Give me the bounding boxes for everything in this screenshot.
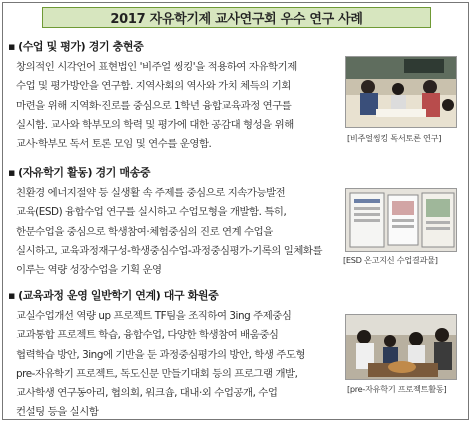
section-paragraph	[16, 184, 322, 280]
page-title-box	[42, 7, 431, 28]
paragraph-line: 교육(ESD) 융합수업 연구를 실시하고 수업모형을 개발함. 특히,	[16, 206, 287, 219]
photo-caption: [ESD 온고지신 수업결과물]	[343, 255, 438, 265]
paragraph-line: 친환경 에너지절약 등 실생활 속 주제를 중심으로 지속가능발전	[16, 187, 286, 199]
bullet-icon: ▪	[8, 289, 16, 302]
paragraph-line: 창의적인 시각언어 표현법인 '비주얼 씽킹'을 적용하여 자유학기제	[16, 61, 297, 73]
paragraph-line: 실시함. 교사와 학부모의 학력 및 평가에 대한 공감대 형성을 위해	[16, 118, 294, 131]
page-title: 2017 자유학기제 교사연구회 우수 연구 사례	[110, 12, 363, 27]
section-heading	[8, 164, 150, 180]
photo-caption: [pre-자유학기 프로젝트활동]	[347, 384, 447, 394]
section-heading-text: (교육과정 운영 일반학기 연계) 대구 화원중	[18, 289, 219, 302]
bullet-icon: ▪	[8, 166, 16, 179]
paragraph-line: pre-자유학기 프로젝트, 독도신문 만들기대회 등의 프로그램 개발,	[16, 367, 298, 380]
photo-reading-discussion	[345, 56, 457, 128]
paragraph-line: 실시하고, 교육과정재구성-학생중심수업-과정중심평가-기록의 일체화를	[16, 244, 323, 257]
photo-esd-results	[345, 188, 457, 252]
photo-caption: [비주얼씽킹 독서토론 연구]	[347, 133, 442, 143]
paragraph-line: 협력학습 방안, 3ing에 기반을 둔 과정중심평가의 방안, 학생 주도형	[16, 348, 306, 361]
section-heading-text: (수업 및 평가) 경기 충현중	[18, 40, 144, 53]
paragraph-line: 이루는 역량 성장수업을 기획 운영	[16, 264, 162, 277]
section-paragraph	[16, 58, 297, 154]
paragraph-line: 수업 및 평가방안을 연구함. 지역사회의 역사와 가치 체득의 기회	[16, 80, 291, 93]
paragraph-line: 마련을 위해 지역화·진로를 중심으로 1학년 융합교육과정 연구를	[16, 99, 292, 112]
section-heading-text: (자유학기 활동) 경기 매송중	[18, 166, 151, 179]
paragraph-line: 컨설팅 등을 실시함	[16, 406, 99, 419]
paragraph-line: 교실수업개선 역량 up 프로젝트 TF팀을 조직하여 3ing 주제중심	[16, 310, 292, 322]
photo-pre-project-activity	[345, 314, 457, 380]
paragraph-line: 교사학생 연구동아리, 협의회, 워크숍, 대내·외 수업공개, 수업	[16, 387, 278, 400]
paragraph-line: 교사·학부모 독서 토론 모임 및 연수를 운영함.	[16, 138, 212, 151]
paragraph-line: 교과통합 프로젝트 학습, 융합수업, 다양한 학생참여 배움중심	[16, 329, 279, 342]
section-paragraph	[16, 307, 305, 423]
section-heading	[8, 38, 143, 54]
section-heading	[8, 287, 218, 303]
paragraph-line: 한문수업을 중심으로 학생참여·체험중심의 진로 연계 수업을	[16, 225, 273, 238]
bullet-icon: ▪	[8, 40, 16, 53]
